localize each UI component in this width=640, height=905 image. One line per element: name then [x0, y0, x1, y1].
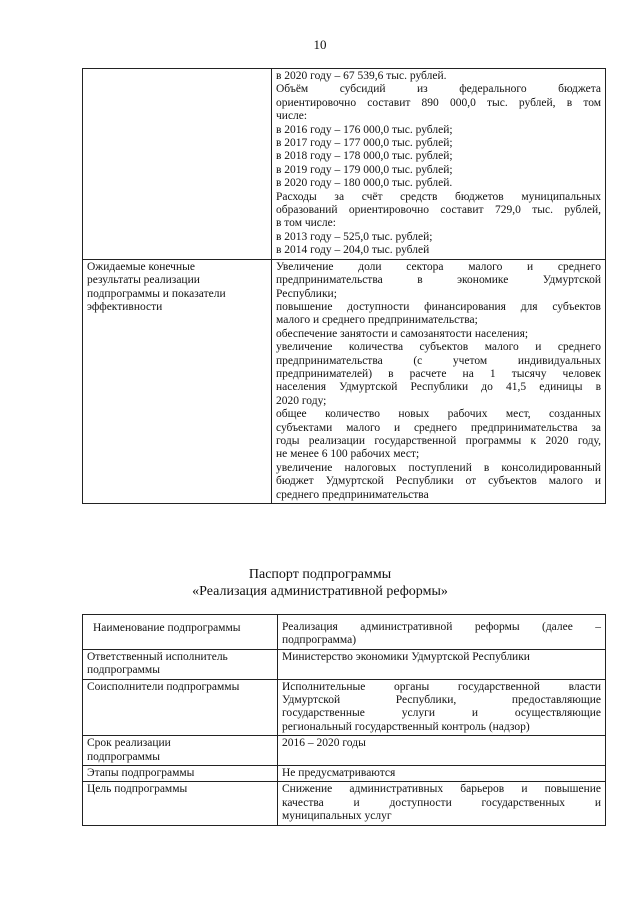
- text-line: муниципальных услуг: [282, 810, 392, 823]
- text-line: в 2014 году – 204,0 тыс. рублей: [276, 244, 430, 257]
- text-line: Исполнительные органы государственной власти: [282, 680, 601, 693]
- text-line: Объём субсидий из федерального бюджета: [276, 83, 601, 96]
- text-line: бюджет Удмуртской Республики от субъектов малого и: [276, 475, 601, 488]
- text-line: предпринимателей) в расчете на 1 тысячу человек: [276, 367, 601, 380]
- text-line: Не предусматриваются: [282, 767, 396, 780]
- table-row: [83, 69, 606, 260]
- table-row: [83, 736, 606, 766]
- co-executors-cell: [278, 679, 606, 736]
- text-line: Удмуртской Республики, предоставляющие: [282, 694, 601, 707]
- label-line: Ожидаемые конечные: [87, 260, 195, 273]
- subprogram-name-cell: [278, 615, 606, 650]
- text-line: 2020 году;: [276, 394, 327, 407]
- text-line: повышение доступности финансирования для субъектов: [276, 300, 601, 313]
- label-line: Ответственный исполнитель: [87, 650, 228, 663]
- responsible-executor-cell: [278, 649, 606, 679]
- table-row: [83, 766, 606, 782]
- implementation-period-cell: [278, 736, 606, 766]
- table-row: [83, 782, 606, 825]
- text-line: в 2020 году – 180 000,0 тыс. рублей.: [276, 177, 453, 190]
- text-line: Расходы за счёт средств бюджетов муниципальных: [276, 190, 601, 203]
- label-line: результаты реализации: [87, 274, 200, 287]
- passport-title-line-1: Паспорт подпрограммы: [248, 567, 392, 582]
- text-line: предпринимательства (с учетом индивидуальных: [276, 354, 601, 367]
- table-row: [83, 649, 606, 679]
- goal-cell: [278, 782, 606, 825]
- text-line: не менее 6 100 рабочих мест;: [276, 448, 420, 461]
- text-line: государственные услуги и осуществляющие: [282, 707, 601, 720]
- label-line: подпрограммы: [87, 664, 160, 677]
- text-line: числе:: [276, 110, 308, 123]
- responsible-executor-label-cell: [83, 649, 278, 679]
- text-line: Снижение административных барьеров и повышение: [282, 783, 601, 796]
- page-number: 10: [313, 37, 327, 52]
- text-line: подпрограмма): [282, 634, 357, 647]
- subprogram-passport-table-continued: [82, 68, 606, 504]
- text-line: предпринимательства в экономике Удмуртской: [276, 274, 601, 287]
- expected-results-cell: [272, 259, 606, 503]
- text-line: в 2019 году – 179 000,0 тыс. рублей;: [276, 163, 453, 176]
- passport-title-line-2: «Реализация административной реформы»: [192, 584, 448, 599]
- subprogram-passport-table: [82, 614, 606, 826]
- passport-title: [0, 566, 640, 600]
- label-line: эффективности: [87, 300, 163, 313]
- label-line: Цель подпрограммы: [87, 783, 188, 796]
- text-line: в том числе:: [276, 217, 336, 230]
- text-line: ориентировочно составит 890 000,0 тыс. рублей, в том: [276, 96, 601, 109]
- text-line: в 2020 году – 67 539,6 тыс. рублей.: [276, 70, 447, 82]
- text-line: качества и доступности государственных и: [282, 796, 601, 809]
- table-cell-empty: [83, 69, 272, 260]
- text-line: обеспечение занятости и самозанятости населения;: [276, 327, 529, 340]
- funding-volume-cell: [272, 69, 606, 260]
- text-line: в 2016 году – 176 000,0 тыс. рублей;: [276, 123, 453, 136]
- table-row: [83, 679, 606, 736]
- text-line: населения Удмуртской Республики до 41,5 единицы в: [276, 381, 601, 394]
- text-line: годы реализации государственной программы к 2020 году,: [276, 434, 601, 447]
- text-line: общее количество новых рабочих мест, созданных: [276, 408, 601, 421]
- text-line: в 2018 году – 178 000,0 тыс. рублей;: [276, 150, 453, 163]
- table-row: [83, 259, 606, 503]
- stages-cell: [278, 766, 606, 782]
- goal-label-cell: [83, 782, 278, 825]
- text-line: 2016 – 2020 годы: [282, 737, 366, 750]
- text-line: увеличение количества субъектов малого и среднего: [276, 341, 601, 354]
- text-line: Республики;: [276, 287, 337, 300]
- label-line: подпрограммы: [87, 750, 160, 763]
- co-executors-label-cell: [83, 679, 278, 736]
- text-line: региональный государственный контроль (надзор): [282, 720, 530, 733]
- text-line: образований ориентировочно составит 729,0 тыс. рублей,: [276, 204, 601, 217]
- label-line: Срок реализации: [87, 737, 171, 750]
- text-line: Министерство экономики Удмуртской Республики: [282, 650, 530, 663]
- label-line: Наименование подпрограммы: [93, 622, 241, 634]
- label-line: Соисполнители подпрограммы: [87, 680, 240, 693]
- implementation-period-label-cell: [83, 736, 278, 766]
- subprogram-name-label-cell: [83, 615, 278, 650]
- stages-label-cell: [83, 766, 278, 782]
- text-line: субъектами малого и среднего предпринимательства за: [276, 421, 601, 434]
- text-line: среднего предпринимательства: [276, 488, 429, 501]
- text-line: Увеличение доли сектора малого и среднего: [276, 260, 601, 273]
- label-line: Этапы подпрограммы: [87, 767, 195, 780]
- text-line: Реализация административной реформы (далее –: [282, 621, 601, 633]
- table-row: [83, 615, 606, 650]
- expected-results-label-cell: [83, 259, 272, 503]
- label-line: подпрограммы и показатели: [87, 287, 226, 300]
- text-line: в 2017 году – 177 000,0 тыс. рублей;: [276, 137, 453, 150]
- text-line: малого и среднего предпринимательства;: [276, 314, 478, 327]
- text-line: в 2013 году – 525,0 тыс. рублей;: [276, 230, 433, 243]
- text-line: увеличение налоговых поступлений в консолидированный: [276, 461, 601, 474]
